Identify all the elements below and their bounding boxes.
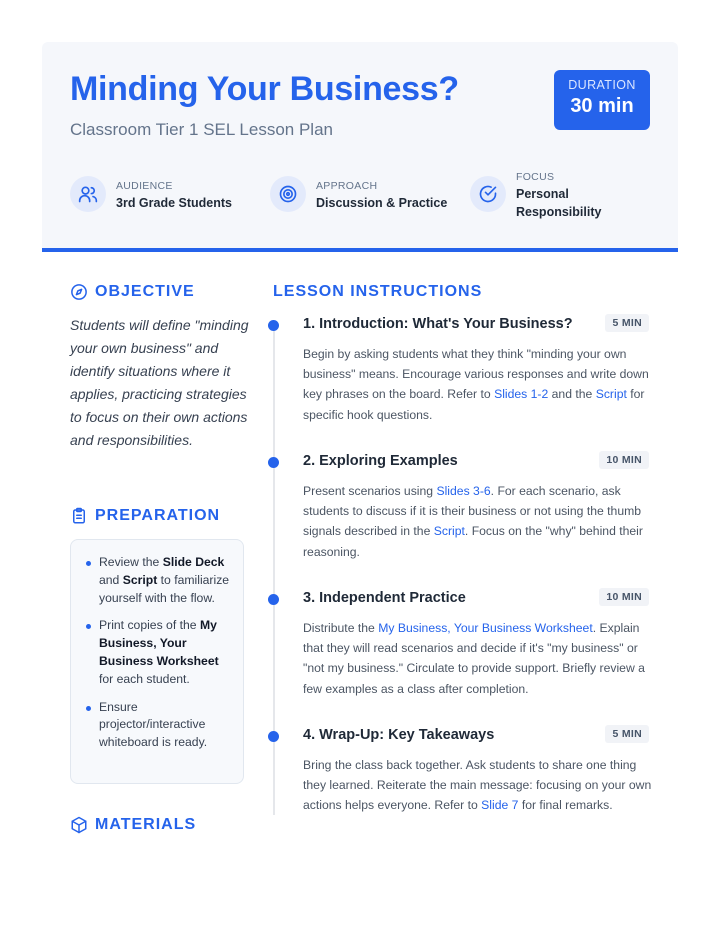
materials-heading-text: MATERIALS	[95, 816, 197, 833]
meta-value: Discussion & Practice	[316, 196, 448, 210]
prep-bold: Slide Deck	[162, 555, 225, 569]
target-icon	[270, 176, 306, 212]
list-item	[83, 699, 233, 752]
instructions-heading-text: LESSON INSTRUCTIONS	[273, 283, 483, 300]
lesson-header	[42, 42, 678, 252]
meta-value-line1: Personal	[516, 187, 569, 201]
step-duration-badge: 5 MIN	[605, 725, 649, 743]
step-text: Distribute the	[303, 621, 379, 635]
prep-bold: My Business, Your Business Worksheet	[99, 618, 219, 668]
script-link[interactable]: Script	[595, 387, 627, 402]
materials-heading	[70, 816, 196, 834]
objective-heading	[70, 283, 195, 301]
prep-text: to familiarize yourself with the flow.	[99, 572, 230, 605]
meta-label: AUDIENCE	[116, 180, 173, 192]
timeline-dot	[268, 594, 279, 605]
step-body	[303, 481, 653, 562]
duration-label: DURATION	[568, 78, 636, 92]
step-body	[303, 344, 653, 425]
page-subtitle: Classroom Tier 1 SEL Lesson Plan	[70, 120, 333, 139]
step-duration-badge: 5 MIN	[605, 314, 649, 332]
step-text: for final remarks.	[518, 798, 613, 813]
step-body	[303, 755, 653, 816]
step-text: and the	[548, 387, 596, 402]
users-icon	[70, 176, 106, 212]
step-body	[303, 618, 653, 699]
script-link[interactable]: Script	[433, 524, 465, 539]
list-item	[83, 617, 233, 688]
prep-text: Ensure projector/interactive whiteboard is ready.	[99, 699, 208, 750]
meta-value: 3rd Grade Students	[116, 196, 232, 210]
step-text: for specific hook questions.	[303, 387, 645, 422]
meta-label: FOCUS	[516, 171, 555, 183]
preparation-heading	[70, 507, 220, 525]
instructions-heading	[273, 283, 482, 301]
objective-text: Students will define "minding your own business" and identify situations where it applies, practicing strategies to focus on their own actions and responsibilities.	[70, 317, 249, 448]
slides-link[interactable]: Slides 1-2	[494, 387, 549, 402]
preparation-box	[70, 539, 244, 784]
step-title: 2. Exploring Examples	[303, 453, 458, 469]
check-circle-icon	[470, 176, 506, 212]
timeline-dot	[268, 457, 279, 468]
meta-value-line2: Responsibility	[516, 205, 602, 219]
step-text: . For each scenario, ask students to discuss if it is their business or not using the thumb signals described in the	[303, 484, 642, 539]
step-text: Bring the class back together. Ask students to share one thing they learned. Reiterate the main message: focusing on your own actions helps everyone. Refer to	[303, 758, 652, 813]
list-item	[83, 554, 233, 607]
clipboard-icon	[70, 507, 88, 525]
worksheet-link[interactable]: My Business, Your Business Worksheet	[378, 621, 593, 635]
prep-text: Review the	[99, 555, 163, 569]
step-duration-badge: 10 MIN	[599, 451, 649, 469]
preparation-heading-text: PREPARATION	[95, 507, 221, 524]
step-text: Present scenarios using	[303, 484, 437, 498]
step-title: 1. Introduction: What's Your Business?	[303, 316, 573, 332]
compass-icon	[70, 283, 88, 301]
step-duration-badge: 10 MIN	[599, 588, 649, 606]
prep-text: Print copies of the	[99, 618, 200, 633]
prep-text: and	[99, 572, 123, 587]
duration-value: 30 min	[570, 95, 634, 117]
timeline-line	[273, 330, 275, 815]
step-title: 4. Wrap-Up: Key Takeaways	[303, 727, 495, 743]
slides-link[interactable]: Slide 7	[481, 798, 519, 813]
prep-text: for each student.	[99, 671, 190, 686]
timeline-dot	[268, 731, 279, 742]
step-title: 3. Independent Practice	[303, 590, 466, 606]
step-text: Begin by asking students what they think "minding your own business" means. Encourage various responses and write down key phrases on the board. Refer to	[303, 347, 649, 402]
slides-link[interactable]: Slides 3-6	[436, 484, 491, 498]
box-icon	[70, 816, 88, 834]
step-text: . Focus on the "why" behind their reasoning.	[303, 524, 643, 559]
meta-label: APPROACH	[316, 180, 378, 192]
timeline-dot	[268, 320, 279, 331]
duration-badge	[554, 70, 650, 130]
step-text: . Explain that they will read scenarios and decide if it's "my business" or "not my business." Circulate to provide support. Briefly review a few examples as a class after completion.	[303, 621, 645, 696]
prep-bold: Script	[122, 572, 158, 587]
objective-heading-text: OBJECTIVE	[95, 283, 195, 300]
page-title: Minding Your Business?	[70, 70, 459, 108]
